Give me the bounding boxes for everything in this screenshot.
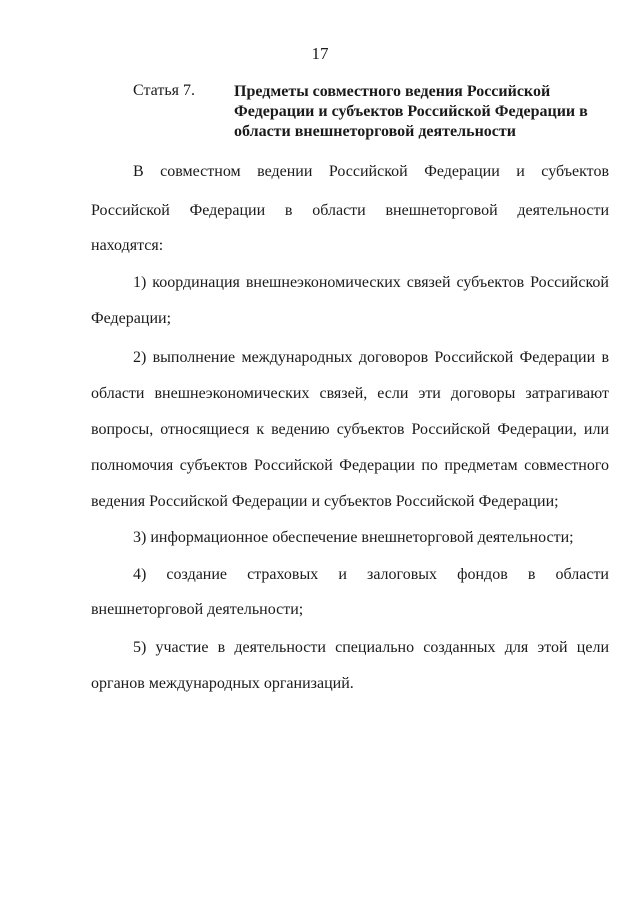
item-2-line-3: вопросы, относящиеся к ведению субъектов Российской Федерации, или xyxy=(91,421,609,438)
item-4-line-2: внешнеторговой деятельности; xyxy=(91,601,304,618)
item-3-line-1: 3) информационное обеспечение внешнеторговой деятельности; xyxy=(133,529,574,546)
article-title: Предметы совместного ведения Российской Федерации и субъектов Российской Федерации в области внешнеторговой деятельности xyxy=(234,83,588,140)
item-2-line-4: полномочия субъектов Российской Федерации по предметам совместного xyxy=(91,457,609,474)
paragraph-1-line-1: В совместном ведении Российской Федерации и субъектов xyxy=(133,163,609,180)
item-1-line-2: Федерации; xyxy=(91,310,172,327)
article-label: Статья 7. xyxy=(133,82,195,99)
item-5-line-2: органов международных организаций. xyxy=(91,675,354,692)
item-1-line-1: 1) координация внешнеэкономических связей субъектов Российской xyxy=(133,274,609,291)
page-number: 17 xyxy=(311,44,329,63)
paragraph-1-line-3: находятся: xyxy=(91,237,164,254)
item-5-line-1: 5) участие в деятельности специально созданных для этой цели xyxy=(133,639,609,656)
item-4-line-1: 4) создание страховых и залоговых фондов в области xyxy=(133,566,609,583)
item-2-line-1: 2) выполнение международных договоров Российской Федерации в xyxy=(133,349,609,366)
item-2-line-5: ведения Российской Федерации и субъектов Российской Федерации; xyxy=(91,493,559,510)
paragraph-1-line-2: Российской Федерации в области внешнеторговой деятельности xyxy=(91,202,609,219)
item-2-line-2: области внешнеэкономических связей, если эти договоры затрагивают xyxy=(91,385,609,402)
